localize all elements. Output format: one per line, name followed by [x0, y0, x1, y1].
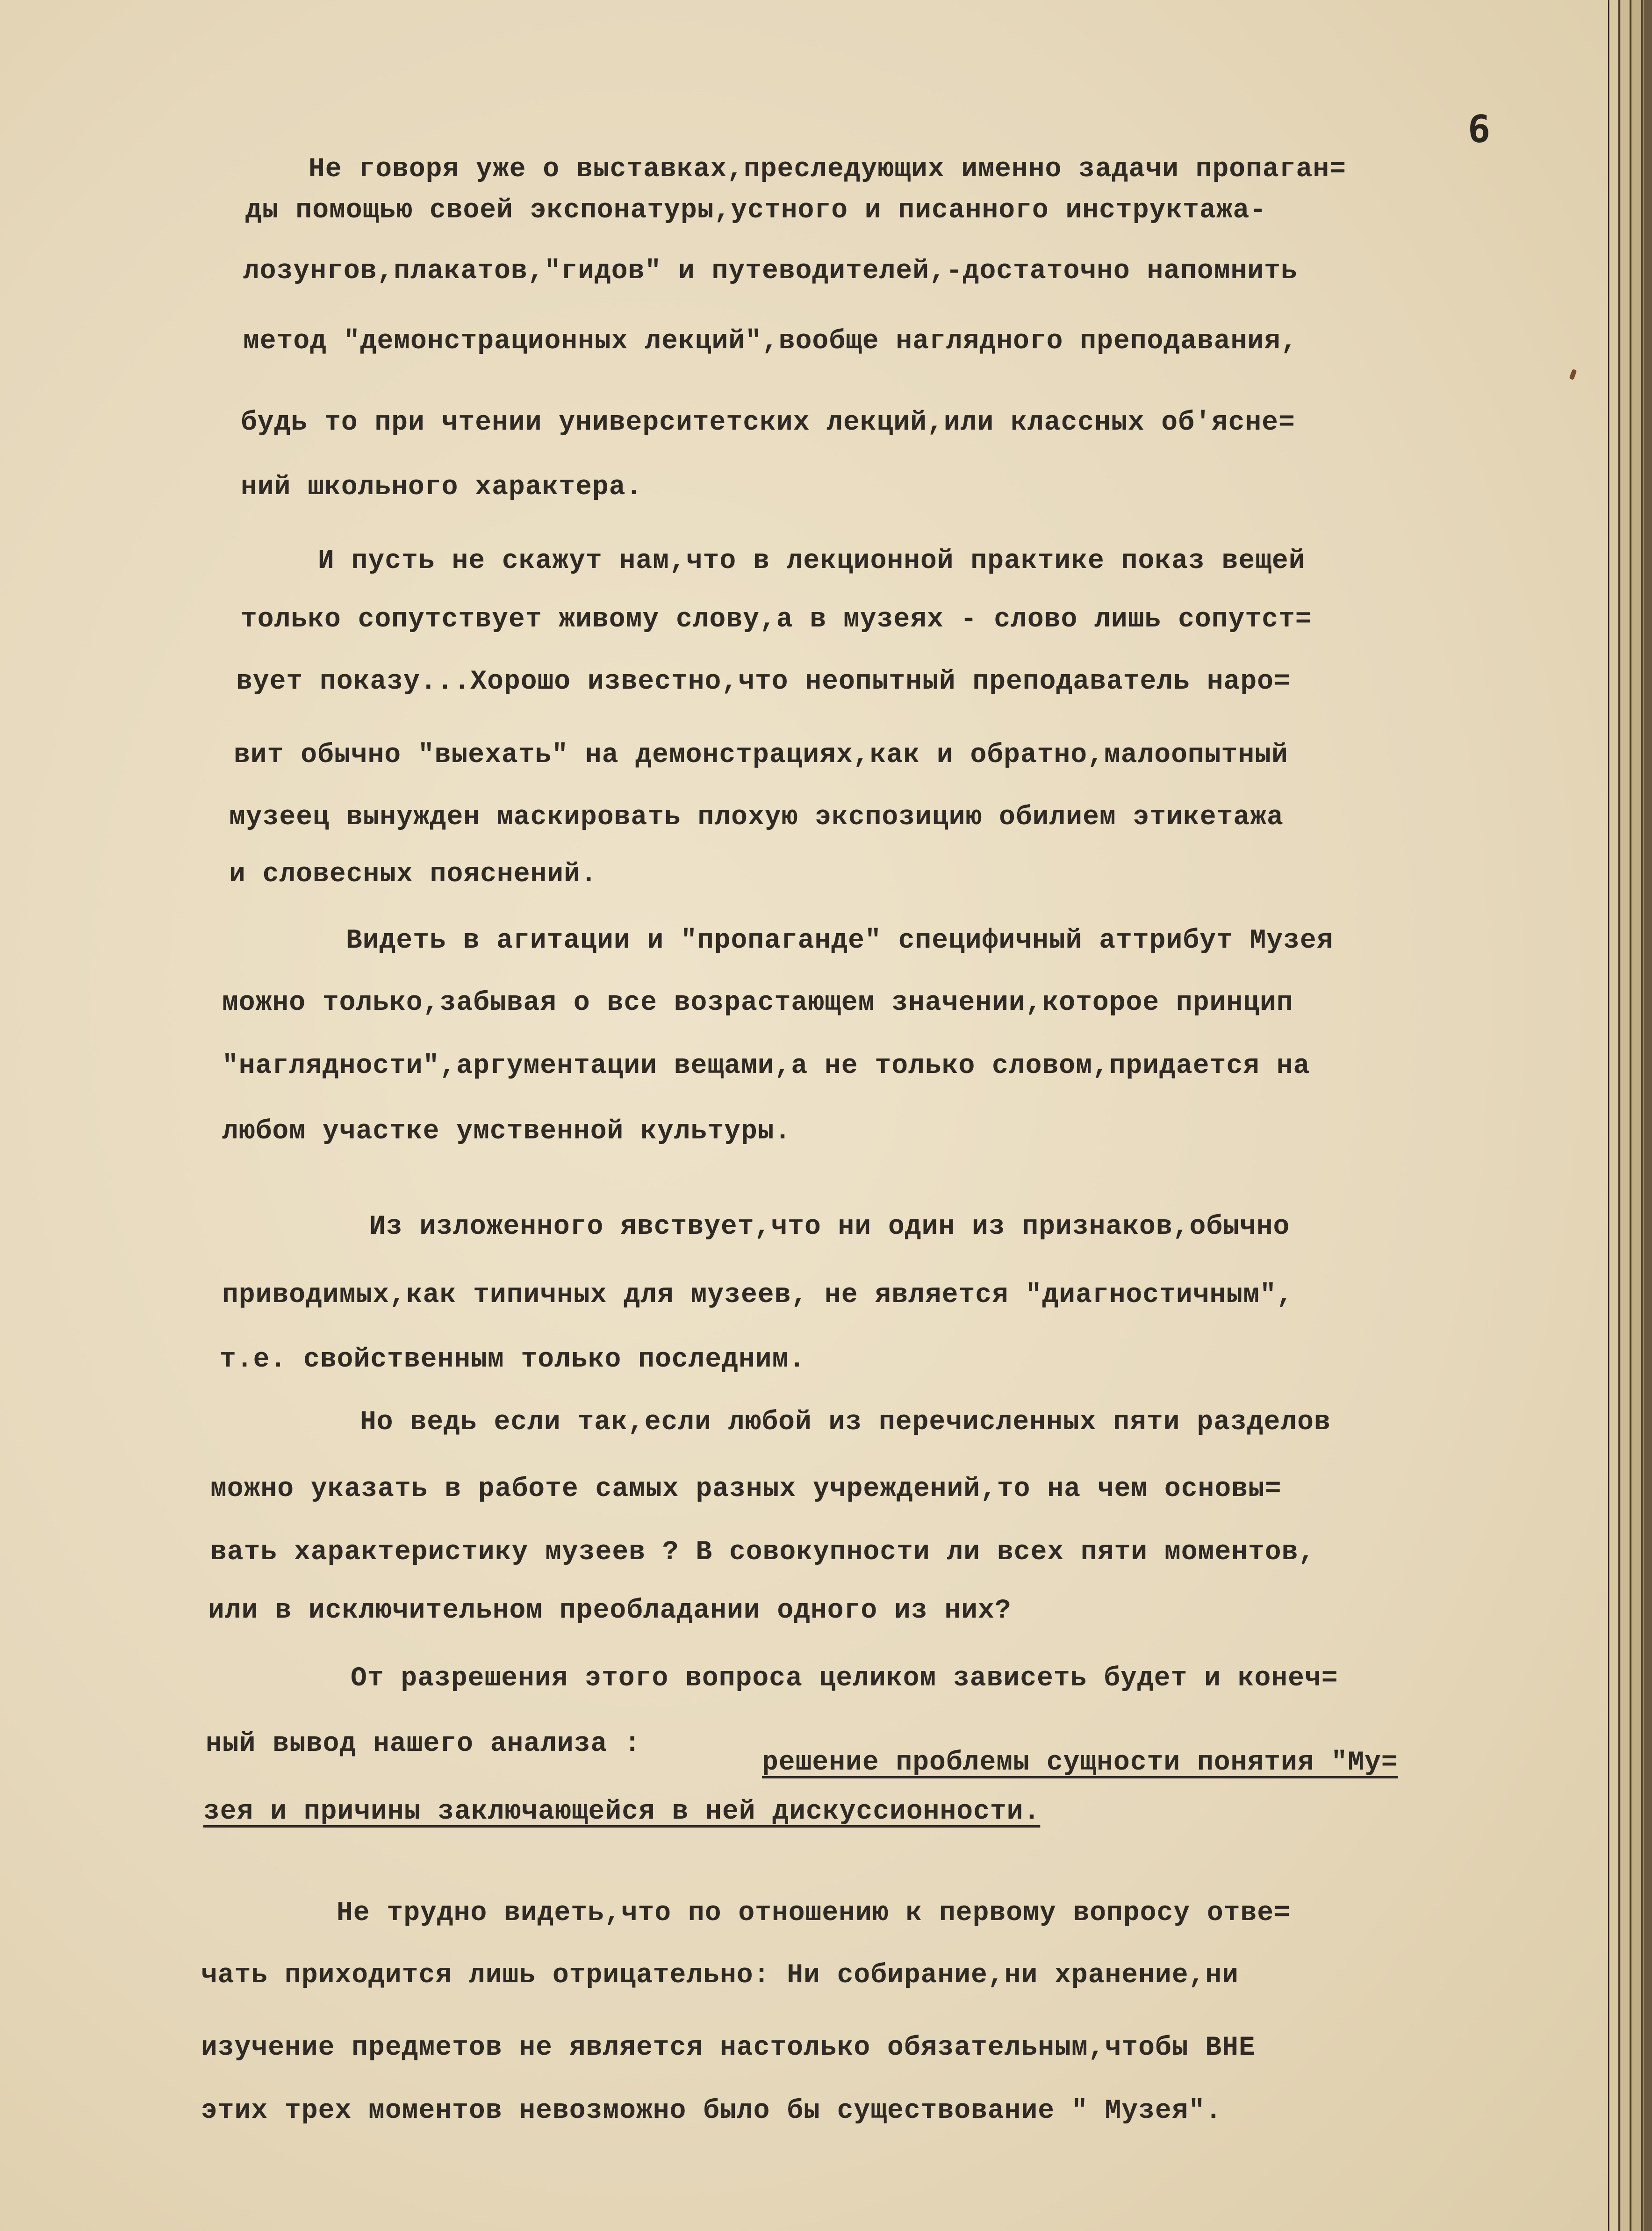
text-line: этих трех моментов невозможно было бы существование " Музея".	[201, 2096, 1222, 2126]
binder-edge	[1609, 0, 1618, 2231]
text-line: ный вывод нашего анализа :	[206, 1729, 641, 1759]
text-line: Не говоря уже о выставках,преследующих именно задачи пропаган=	[309, 154, 1346, 185]
text-line: изучение предметов не является настолько обязательным,чтобы ВНЕ	[201, 2033, 1256, 2063]
text-line: вать характеристику музеев ? В совокупности ли всех пяти моментов,	[210, 1537, 1315, 1568]
text-line: Из изложенного явствует,что ни один из признаков,обычно	[369, 1212, 1290, 1242]
text-line: т.е. свойственным только последним.	[220, 1345, 806, 1375]
text-line: или в исключительном преобладании одного из них?	[208, 1596, 1012, 1626]
binder-edge	[1643, 0, 1652, 2231]
text-line: приводимых,как типичных для музеев, не является "диагностичным",	[222, 1280, 1293, 1310]
text-line: ний школьного характера.	[241, 472, 643, 503]
text-line: От разрешения этого вопроса целиком зависеть будет и конеч=	[351, 1663, 1338, 1694]
underlined-text-line: зея и причины заключающейся в ней дискуссионности.	[203, 1797, 1041, 1827]
text-line: Не трудно видеть,что по отношению к первому вопросу отве=	[337, 1898, 1291, 1929]
text-line: и словесных пояснений.	[229, 859, 597, 890]
text-line: Но ведь если так,если любой из перечисленных пяти разделов	[360, 1407, 1331, 1438]
text-line: вует показу...Хорошо известно,что неопытный преподаватель наро=	[236, 667, 1291, 697]
text-line: музеец вынужден маскировать плохую экспозицию обилием этикетажа	[229, 802, 1284, 833]
text-line: можно указать в работе самых разных учреждений,то на чем основы=	[210, 1474, 1282, 1504]
text-line: метод "демонстрационных лекций",вообще наглядного преподавания,	[243, 326, 1298, 357]
underlined-text-line: решение проблемы сущности понятия "Му=	[762, 1748, 1398, 1778]
text-line: "наглядности",аргументации вещами,а не только словом,придается на	[222, 1051, 1310, 1081]
text-line: чать приходится лишь отрицательно: Ни собирание,ни хранение,ни	[201, 1960, 1239, 1991]
text-line: только сопутствует живому слову,а в музеях - слово лишь сопутст=	[241, 605, 1312, 635]
text-line: ды помощью своей экспонатуры,устного и писанного инструктажа-	[245, 195, 1267, 226]
ink-mark	[1569, 369, 1577, 380]
text-line: Видеть в агитации и "пропаганде" специфичный аттрибут Музея	[346, 926, 1334, 956]
page-number: 6	[1468, 108, 1491, 151]
text-line: любом участке умственной культуры.	[222, 1116, 791, 1147]
text-line: И пусть не скажут нам,что в лекционной практике показ вещей	[318, 546, 1306, 576]
text-line: лозунгов,плакатов,"гидов" и путеводителей,-достаточно напомнить	[243, 256, 1298, 287]
text-line: будь то при чтении университетских лекций,или классных об'ясне=	[241, 408, 1295, 438]
text-line: вит обычно "выехать" на демонстрациях,как и обратно,малоопытный	[234, 740, 1288, 770]
text-line: можно только,забывая о все возрастающем значении,которое принцип	[222, 988, 1293, 1018]
binder-edge	[1631, 0, 1641, 2231]
binder-edge	[1620, 0, 1630, 2231]
